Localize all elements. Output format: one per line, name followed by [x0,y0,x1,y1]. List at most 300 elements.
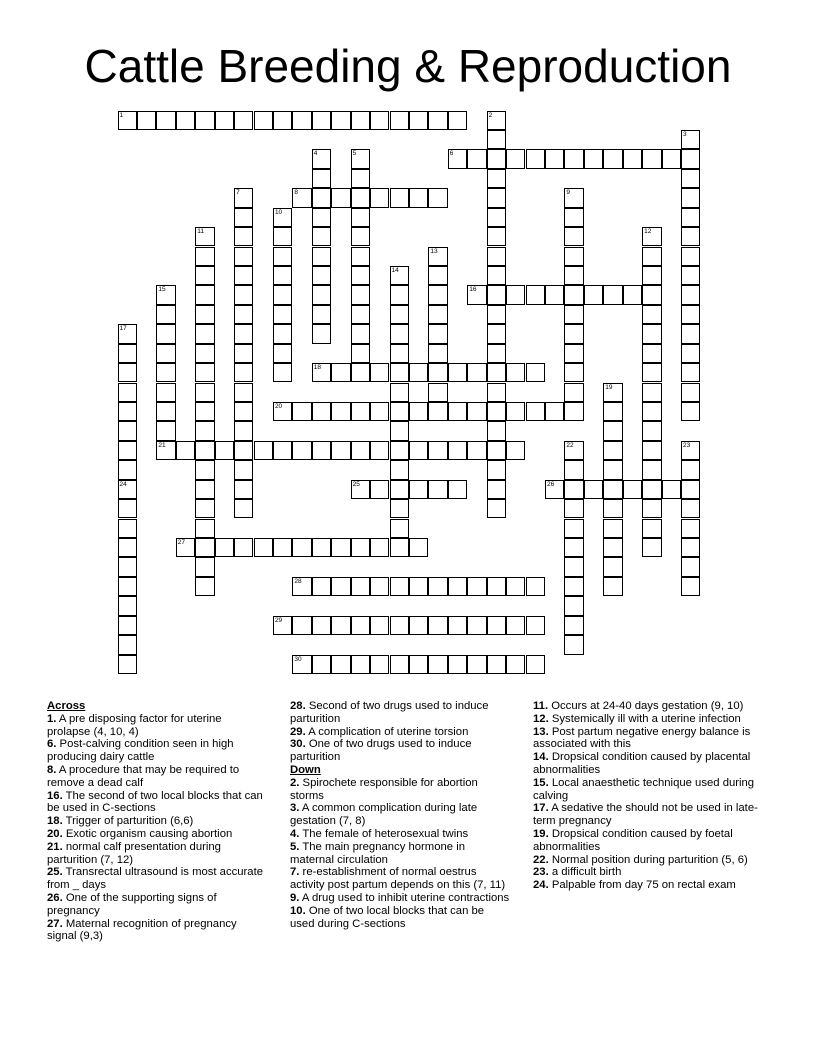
grid-cell[interactable] [273,247,292,266]
grid-cell[interactable] [448,111,467,130]
grid-cell[interactable] [195,285,214,304]
grid-cell[interactable] [292,655,311,674]
grid-cell[interactable] [681,577,700,596]
grid-cell[interactable] [156,111,175,130]
grid-cell[interactable] [564,149,583,168]
grid-cell[interactable] [390,402,409,421]
grid-cell[interactable] [292,538,311,557]
grid-cell[interactable] [564,577,583,596]
grid-cell[interactable] [292,441,311,460]
grid-cell[interactable] [370,538,389,557]
grid-cell[interactable] [467,577,486,596]
grid-cell[interactable] [642,383,661,402]
grid-cell[interactable] [428,577,447,596]
grid-cell[interactable] [312,169,331,188]
grid-cell[interactable] [487,305,506,324]
grid-cell[interactable] [681,130,700,149]
grid-cell[interactable] [506,441,525,460]
grid-cell[interactable] [390,421,409,440]
grid-cell[interactable] [234,305,253,324]
grid-cell[interactable] [642,227,661,246]
grid-cell[interactable] [273,285,292,304]
grid-cell[interactable] [234,441,253,460]
grid-cell[interactable] [642,402,661,421]
grid-cell[interactable] [428,363,447,382]
grid-cell[interactable] [118,655,137,674]
grid-cell[interactable] [370,441,389,460]
grid-cell[interactable] [118,480,137,499]
grid-cell[interactable] [351,227,370,246]
grid-cell[interactable] [487,208,506,227]
grid-cell[interactable] [118,111,137,130]
grid-cell[interactable] [545,285,564,304]
grid-cell[interactable] [681,324,700,343]
grid-cell[interactable] [448,363,467,382]
grid-cell[interactable] [273,538,292,557]
grid-cell[interactable] [273,266,292,285]
grid-cell[interactable] [137,111,156,130]
grid-cell[interactable] [642,538,661,557]
grid-cell[interactable] [467,441,486,460]
grid-cell[interactable] [642,499,661,518]
grid-cell[interactable] [409,188,428,207]
grid-cell[interactable] [448,577,467,596]
grid-cell[interactable] [526,616,545,635]
grid-cell[interactable] [603,149,622,168]
grid-cell[interactable] [234,111,253,130]
grid-cell[interactable] [195,480,214,499]
grid-cell[interactable] [428,188,447,207]
grid-cell[interactable] [662,149,681,168]
grid-cell[interactable] [642,480,661,499]
grid-cell[interactable] [487,169,506,188]
grid-cell[interactable] [390,363,409,382]
grid-cell[interactable] [467,655,486,674]
grid-cell[interactable] [312,266,331,285]
grid-cell[interactable] [487,460,506,479]
grid-cell[interactable] [195,441,214,460]
grid-cell[interactable] [156,344,175,363]
grid-cell[interactable] [487,480,506,499]
grid-cell[interactable] [642,363,661,382]
grid-cell[interactable] [156,305,175,324]
grid-cell[interactable] [351,344,370,363]
grid-cell[interactable] [564,324,583,343]
grid-cell[interactable] [370,188,389,207]
grid-cell[interactable] [312,285,331,304]
grid-cell[interactable] [118,538,137,557]
grid-cell[interactable] [312,402,331,421]
grid-cell[interactable] [195,266,214,285]
grid-cell[interactable] [487,266,506,285]
grid-cell[interactable] [312,188,331,207]
grid-cell[interactable] [234,247,253,266]
grid-cell[interactable] [448,402,467,421]
grid-cell[interactable] [370,402,389,421]
grid-cell[interactable] [487,227,506,246]
grid-cell[interactable] [428,266,447,285]
grid-cell[interactable] [564,616,583,635]
grid-cell[interactable] [409,655,428,674]
grid-cell[interactable] [487,383,506,402]
grid-cell[interactable] [195,363,214,382]
grid-cell[interactable] [118,616,137,635]
grid-cell[interactable] [118,557,137,576]
grid-cell[interactable] [351,616,370,635]
grid-cell[interactable] [428,655,447,674]
grid-cell[interactable] [118,441,137,460]
grid-cell[interactable] [681,499,700,518]
grid-cell[interactable] [564,596,583,615]
grid-cell[interactable] [273,402,292,421]
grid-cell[interactable] [642,285,661,304]
grid-cell[interactable] [195,383,214,402]
grid-cell[interactable] [312,247,331,266]
grid-cell[interactable] [195,538,214,557]
grid-cell[interactable] [118,363,137,382]
grid-cell[interactable] [448,441,467,460]
grid-cell[interactable] [584,149,603,168]
grid-cell[interactable] [467,363,486,382]
grid-cell[interactable] [176,538,195,557]
grid-cell[interactable] [564,480,583,499]
grid-cell[interactable] [564,402,583,421]
grid-cell[interactable] [234,266,253,285]
grid-cell[interactable] [156,285,175,304]
grid-cell[interactable] [428,616,447,635]
grid-cell[interactable] [390,499,409,518]
grid-cell[interactable] [409,577,428,596]
grid-cell[interactable] [118,344,137,363]
grid-cell[interactable] [351,247,370,266]
grid-cell[interactable] [603,538,622,557]
grid-cell[interactable] [234,285,253,304]
grid-cell[interactable] [118,635,137,654]
grid-cell[interactable] [118,421,137,440]
grid-cell[interactable] [370,616,389,635]
grid-cell[interactable] [351,266,370,285]
grid-cell[interactable] [681,285,700,304]
grid-cell[interactable] [156,441,175,460]
grid-cell[interactable] [156,383,175,402]
grid-cell[interactable] [564,305,583,324]
grid-cell[interactable] [351,169,370,188]
grid-cell[interactable] [564,383,583,402]
grid-cell[interactable] [390,655,409,674]
grid-cell[interactable] [273,208,292,227]
grid-cell[interactable] [564,635,583,654]
grid-cell[interactable] [234,208,253,227]
grid-cell[interactable] [506,616,525,635]
grid-cell[interactable] [273,305,292,324]
grid-cell[interactable] [681,266,700,285]
grid-cell[interactable] [603,402,622,421]
grid-cell[interactable] [487,111,506,130]
grid-cell[interactable] [448,616,467,635]
grid-cell[interactable] [331,538,350,557]
grid-cell[interactable] [312,305,331,324]
grid-cell[interactable] [681,441,700,460]
grid-cell[interactable] [195,421,214,440]
grid-cell[interactable] [331,402,350,421]
grid-cell[interactable] [487,577,506,596]
grid-cell[interactable] [681,149,700,168]
grid-cell[interactable] [506,655,525,674]
grid-cell[interactable] [118,519,137,538]
grid-cell[interactable] [390,441,409,460]
grid-cell[interactable] [681,208,700,227]
grid-cell[interactable] [195,577,214,596]
grid-cell[interactable] [487,285,506,304]
grid-cell[interactable] [234,324,253,343]
grid-cell[interactable] [195,247,214,266]
grid-cell[interactable] [681,557,700,576]
grid-cell[interactable] [195,111,214,130]
grid-cell[interactable] [312,324,331,343]
grid-cell[interactable] [642,441,661,460]
grid-cell[interactable] [409,538,428,557]
grid-cell[interactable] [545,149,564,168]
grid-cell[interactable] [642,460,661,479]
grid-cell[interactable] [409,111,428,130]
grid-cell[interactable] [564,227,583,246]
grid-cell[interactable] [195,324,214,343]
grid-cell[interactable] [603,441,622,460]
grid-cell[interactable] [118,596,137,615]
grid-cell[interactable] [564,363,583,382]
grid-cell[interactable] [195,499,214,518]
grid-cell[interactable] [603,577,622,596]
grid-cell[interactable] [234,460,253,479]
grid-cell[interactable] [234,227,253,246]
grid-cell[interactable] [195,227,214,246]
grid-cell[interactable] [390,266,409,285]
grid-cell[interactable] [467,285,486,304]
grid-cell[interactable] [351,208,370,227]
grid-cell[interactable] [331,616,350,635]
grid-cell[interactable] [370,111,389,130]
grid-cell[interactable] [487,324,506,343]
grid-cell[interactable] [506,149,525,168]
grid-cell[interactable] [409,441,428,460]
grid-cell[interactable] [487,499,506,518]
grid-cell[interactable] [331,111,350,130]
grid-cell[interactable] [312,538,331,557]
grid-cell[interactable] [603,519,622,538]
grid-cell[interactable] [370,655,389,674]
grid-cell[interactable] [642,344,661,363]
grid-cell[interactable] [681,305,700,324]
grid-cell[interactable] [642,519,661,538]
grid-cell[interactable] [351,577,370,596]
grid-cell[interactable] [506,363,525,382]
grid-cell[interactable] [234,344,253,363]
grid-cell[interactable] [390,460,409,479]
grid-cell[interactable] [487,247,506,266]
grid-cell[interactable] [564,208,583,227]
grid-cell[interactable] [118,577,137,596]
grid-cell[interactable] [603,285,622,304]
grid-cell[interactable] [681,383,700,402]
grid-cell[interactable] [312,208,331,227]
grid-cell[interactable] [545,402,564,421]
grid-cell[interactable] [603,460,622,479]
grid-cell[interactable] [526,577,545,596]
grid-cell[interactable] [312,655,331,674]
grid-cell[interactable] [195,402,214,421]
grid-cell[interactable] [234,363,253,382]
grid-cell[interactable] [642,247,661,266]
grid-cell[interactable] [370,577,389,596]
grid-cell[interactable] [118,402,137,421]
grid-cell[interactable] [467,149,486,168]
grid-cell[interactable] [292,188,311,207]
grid-cell[interactable] [487,363,506,382]
grid-cell[interactable] [487,149,506,168]
grid-cell[interactable] [351,538,370,557]
grid-cell[interactable] [215,538,234,557]
grid-cell[interactable] [526,402,545,421]
grid-cell[interactable] [662,480,681,499]
grid-cell[interactable] [428,305,447,324]
grid-cell[interactable] [487,421,506,440]
grid-cell[interactable] [428,324,447,343]
grid-cell[interactable] [623,480,642,499]
grid-cell[interactable] [487,130,506,149]
grid-cell[interactable] [448,149,467,168]
grid-cell[interactable] [642,324,661,343]
grid-cell[interactable] [331,441,350,460]
grid-cell[interactable] [409,616,428,635]
grid-cell[interactable] [215,111,234,130]
grid-cell[interactable] [428,480,447,499]
grid-cell[interactable] [564,460,583,479]
grid-cell[interactable] [681,363,700,382]
grid-cell[interactable] [681,247,700,266]
grid-cell[interactable] [487,441,506,460]
grid-cell[interactable] [195,557,214,576]
grid-cell[interactable] [292,616,311,635]
grid-cell[interactable] [681,188,700,207]
grid-cell[interactable] [331,655,350,674]
grid-cell[interactable] [390,383,409,402]
grid-cell[interactable] [681,344,700,363]
grid-cell[interactable] [176,441,195,460]
grid-cell[interactable] [564,188,583,207]
grid-cell[interactable] [390,285,409,304]
grid-cell[interactable] [390,111,409,130]
grid-cell[interactable] [118,383,137,402]
grid-cell[interactable] [351,655,370,674]
grid-cell[interactable] [564,285,583,304]
grid-cell[interactable] [487,344,506,363]
grid-cell[interactable] [526,149,545,168]
grid-cell[interactable] [681,460,700,479]
grid-cell[interactable] [234,499,253,518]
grid-cell[interactable] [351,480,370,499]
grid-cell[interactable] [312,149,331,168]
grid-cell[interactable] [681,402,700,421]
grid-cell[interactable] [331,363,350,382]
grid-cell[interactable] [390,305,409,324]
grid-cell[interactable] [292,577,311,596]
grid-cell[interactable] [312,616,331,635]
grid-cell[interactable] [156,421,175,440]
grid-cell[interactable] [506,577,525,596]
grid-cell[interactable] [506,402,525,421]
grid-cell[interactable] [390,577,409,596]
grid-cell[interactable] [584,285,603,304]
grid-cell[interactable] [351,324,370,343]
grid-cell[interactable] [487,402,506,421]
grid-cell[interactable] [312,111,331,130]
grid-cell[interactable] [234,188,253,207]
grid-cell[interactable] [254,538,273,557]
grid-cell[interactable] [331,188,350,207]
grid-cell[interactable] [681,480,700,499]
grid-cell[interactable] [448,655,467,674]
grid-cell[interactable] [681,538,700,557]
grid-cell[interactable] [351,441,370,460]
grid-cell[interactable] [409,363,428,382]
grid-cell[interactable] [642,149,661,168]
grid-cell[interactable] [351,285,370,304]
grid-cell[interactable] [370,480,389,499]
grid-cell[interactable] [603,383,622,402]
grid-cell[interactable] [273,324,292,343]
grid-cell[interactable] [156,324,175,343]
grid-cell[interactable] [351,402,370,421]
grid-cell[interactable] [409,402,428,421]
grid-cell[interactable] [234,402,253,421]
grid-cell[interactable] [254,111,273,130]
grid-cell[interactable] [642,305,661,324]
grid-cell[interactable] [351,305,370,324]
grid-cell[interactable] [234,421,253,440]
grid-cell[interactable] [156,363,175,382]
grid-cell[interactable] [564,538,583,557]
grid-cell[interactable] [254,441,273,460]
grid-cell[interactable] [428,441,447,460]
grid-cell[interactable] [273,441,292,460]
grid-cell[interactable] [428,111,447,130]
grid-cell[interactable] [312,441,331,460]
grid-cell[interactable] [390,519,409,538]
grid-cell[interactable] [215,441,234,460]
grid-cell[interactable] [390,324,409,343]
grid-cell[interactable] [526,285,545,304]
grid-cell[interactable] [390,480,409,499]
grid-cell[interactable] [156,402,175,421]
grid-cell[interactable] [584,480,603,499]
grid-cell[interactable] [603,421,622,440]
grid-cell[interactable] [118,324,137,343]
grid-cell[interactable] [526,363,545,382]
grid-cell[interactable] [564,344,583,363]
grid-cell[interactable] [312,227,331,246]
grid-cell[interactable] [273,227,292,246]
grid-cell[interactable] [603,480,622,499]
grid-cell[interactable] [370,363,389,382]
grid-cell[interactable] [195,519,214,538]
grid-cell[interactable] [545,480,564,499]
grid-cell[interactable] [390,616,409,635]
grid-cell[interactable] [467,616,486,635]
grid-cell[interactable] [428,383,447,402]
grid-cell[interactable] [312,363,331,382]
grid-cell[interactable] [409,480,428,499]
grid-cell[interactable] [681,519,700,538]
